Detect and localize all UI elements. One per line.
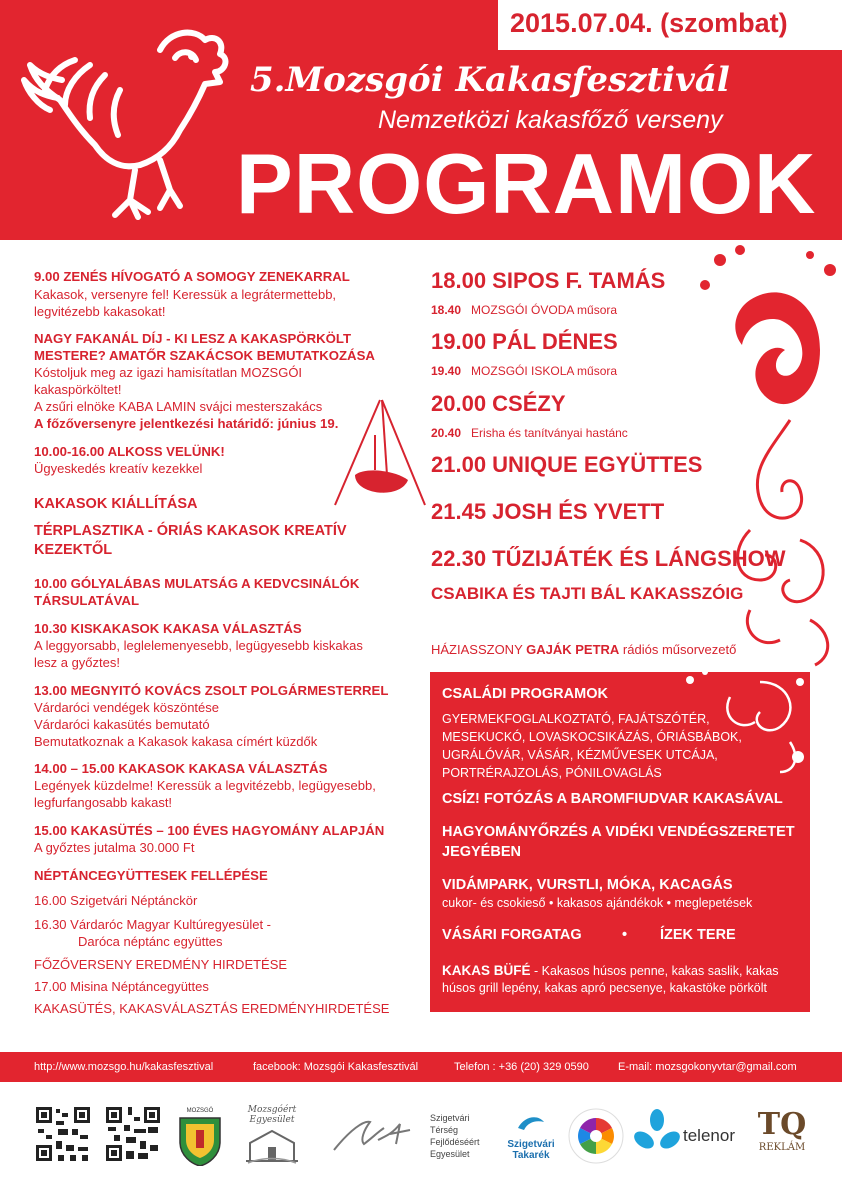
website-link[interactable]: http://www.mozsgo.hu/kakasfesztival bbox=[34, 1061, 214, 1073]
family-section-title: CSALÁDI PROGRAMOK bbox=[442, 686, 608, 702]
program-title: TÁRSULATÁVAL bbox=[34, 593, 139, 608]
family-item-title: HAGYOMÁNYŐRZÉS A VIDÉKI VENDÉGSZERETET bbox=[442, 824, 795, 840]
family-item-title: ÍZEK TERE bbox=[660, 927, 736, 943]
family-item: GYERMEKFOGLALKOZTATÓ, FAJÁTSZÓTÉR, bbox=[442, 712, 710, 726]
qr-code-icon bbox=[104, 1105, 162, 1163]
cauldron-illustration bbox=[330, 395, 440, 515]
library-color-wheel-icon bbox=[568, 1108, 624, 1164]
facebook-link[interactable]: facebook: Mozsgói Kakasfesztivál bbox=[253, 1061, 419, 1073]
program-desc: Ügyeskedés kreatív kezekkel bbox=[34, 461, 203, 476]
family-item: KAKAS BÜFÉ - Kakasos húsos penne, kakas saslik, kakas bbox=[442, 963, 779, 978]
family-item-title: JEGYÉBEN bbox=[442, 844, 521, 860]
rooster-illustration bbox=[20, 20, 235, 230]
evening-program: 20.00 CSÉZY bbox=[431, 391, 566, 416]
program-desc: 16.30 Várdaróc Magyar Kultúregyesület - bbox=[34, 917, 272, 932]
program-title: 14.00 – 15.00 KAKASOK KAKASA VÁLASZTÁS bbox=[34, 761, 328, 776]
program-title: 10.30 KISKAKASOK KAKASA VÁLASZTÁS bbox=[34, 621, 302, 636]
evening-program: 19.00 PÁL DÉNES bbox=[431, 329, 618, 354]
program-title: NAGY FAKANÁL DÍJ - KI LESZ A KAKASPÖRKÖLT bbox=[34, 331, 351, 346]
email-link[interactable]: E-mail: mozsgokonyvtar@gmail.com bbox=[618, 1061, 797, 1073]
telenor-logo-text: telenor bbox=[683, 1126, 735, 1145]
family-item-title: VÁSÁRI FORGATAG bbox=[442, 927, 582, 943]
separator-bullet: • bbox=[622, 927, 628, 943]
program-desc: Várdaróci kakasütés bemutató bbox=[34, 717, 210, 732]
program-title: KEZEKTŐL bbox=[34, 542, 113, 558]
szigetvari-terseg-text: Szigetvári Térség Fejlődéséért Egyesület bbox=[430, 1113, 480, 1159]
coat-of-arms-icon bbox=[178, 1114, 222, 1166]
program-desc: lesz a győztes! bbox=[34, 655, 120, 670]
program-title: 15.00 KAKASÜTÉS – 100 ÉVES HAGYOMÁNY ALAPJÁN bbox=[34, 823, 385, 838]
mozsgoert-egyesulet-logo: Mozsgóért Egyesület bbox=[232, 1105, 312, 1170]
program-title: 9.00 ZENÉS HÍVOGATÓ A SOMOGY ZENEKARRAL bbox=[34, 269, 350, 284]
evening-program: 22.30 TŰZIJÁTÉK ÉS LÁNGSHOW bbox=[431, 546, 786, 571]
evening-program: 21.45 JOSH ÉS YVETT bbox=[431, 499, 665, 524]
program-desc: KAKASÜTÉS, KAKASVÁLASZTÁS EREDMÉNYHIRDETÉSE bbox=[34, 1001, 390, 1016]
program-desc: FŐZŐVERSENY EREDMÉNY HIRDETÉSE bbox=[34, 957, 288, 972]
mozsgo-coat-of-arms: MOZSGÓ bbox=[176, 1108, 224, 1171]
programs-title: PROGRAMOK bbox=[236, 137, 817, 232]
family-item-title: VIDÁMPARK, VURSTLI, MÓKA, KACAGÁS bbox=[442, 877, 733, 893]
program-title: KAKASOK KIÁLLÍTÁSA bbox=[34, 496, 198, 512]
program-desc: Kakasok, versenyre fel! Keressük a legrátermettebb, bbox=[34, 287, 337, 302]
program-desc: Várdaróci vendégek köszöntése bbox=[34, 700, 220, 715]
program-desc: A leggyorsabb, leglelemenyesebb, legügyesebb kiskakas bbox=[34, 638, 363, 653]
program-desc: Legények küzdelme! Keressük a legvitézebb, legügyesebb, bbox=[34, 778, 376, 793]
program-desc: Bemutatkoznak a Kakasok kakasa címért küzdők bbox=[34, 734, 318, 749]
family-item-title: CSÍZ! FOTÓZÁS A BAROMFIUDVAR KAKASÁVAL bbox=[442, 791, 783, 807]
phone-number: Telefon : +36 (20) 329 0590 bbox=[454, 1061, 589, 1073]
qr-code-icon bbox=[34, 1105, 92, 1163]
program-title: 13.00 MEGNYITÓ KOVÁCS ZSOLT POLGÁRMESTERREL bbox=[34, 683, 389, 698]
program-title: TÉRPLASZTIKA - ÓRIÁS KAKASOK KREATÍV bbox=[34, 523, 347, 539]
program-desc: Kóstoljuk meg az igazi hamisítatlan MOZSGÓI bbox=[34, 365, 303, 380]
program-desc: A zsűri elnöke KABA LAMIN svájci mesterszakács bbox=[34, 399, 323, 414]
festival-title: 5.Mozsgói Kakasfesztivál bbox=[250, 60, 730, 100]
szigetvari-takarek-logo: Szigetvári Takarék bbox=[500, 1112, 562, 1161]
folk-ornament-decoration bbox=[690, 240, 842, 680]
family-item: UGRÁLÓVÁR, VÁSÁR, KÉZMŰVESEK UTCÁJA, bbox=[442, 748, 718, 762]
signature-logo bbox=[330, 1110, 416, 1160]
program-desc: 17.00 Misina Néptáncegyüttes bbox=[34, 979, 209, 994]
wave-icon bbox=[516, 1112, 546, 1134]
building-icon bbox=[242, 1125, 302, 1165]
evening-sub-program: 20.40 Erisha és tanítványai hastánc bbox=[431, 426, 628, 440]
family-item: PORTRÉRAJZOLÁS, PÓNILOVAGLÁS bbox=[442, 766, 662, 780]
program-desc: kakaspörköltet! bbox=[34, 382, 122, 397]
family-item: cukor- és csokieső • kakasos ajándékok • meglepetések bbox=[442, 896, 753, 910]
telenor-propeller-icon bbox=[632, 1108, 682, 1158]
program-title: 10.00-16.00 ALKOSS VELÜNK! bbox=[34, 444, 225, 459]
family-item: MESEKUCKÓ, LOVASKOCSIKÁZÁS, ÓRIÁSBÁBOK, bbox=[442, 730, 742, 744]
program-title: 10.00 GÓLYALÁBAS MULATSÁG A KEDVCSINÁLÓK bbox=[34, 576, 360, 591]
evening-sub-program: 18.40 MOZSGÓI ÓVODA műsora bbox=[431, 303, 618, 317]
family-item: húsos grill lepény, kakas apró pecsenye, kakastöke pörkölt bbox=[442, 981, 767, 995]
event-date: 2015.07.04. (szombat) bbox=[510, 8, 788, 38]
evening-sub-program: 19.40 MOZSGÓI ISKOLA műsora bbox=[431, 364, 618, 378]
program-title: NÉPTÁNCEGYÜTTESEK FELLÉPÉSE bbox=[34, 868, 268, 883]
program-desc: legfurfangosabb kakast! bbox=[34, 795, 173, 810]
festival-subtitle: Nemzetközi kakasfőző verseny bbox=[378, 106, 723, 134]
evening-program: 21.00 UNIQUE EGYÜTTES bbox=[431, 452, 703, 477]
evening-program: 18.00 SIPOS F. TAMÁS bbox=[431, 268, 666, 293]
host-info: HÁZIASSZONY GAJÁK PETRA rádiós műsorvezető bbox=[431, 642, 737, 657]
program-title: MESTERE? AMATŐR SZAKÁCSOK BEMUTATKOZÁSA bbox=[34, 348, 375, 363]
program-desc: legvitézebb kakasokat! bbox=[34, 304, 166, 319]
program-desc: Daróca néptánc együttes bbox=[78, 934, 223, 949]
evening-program: CSABIKA ÉS TAJTI BÁL KAKASSZÓIG bbox=[431, 584, 744, 603]
program-desc: 16.00 Szigetvári Néptánckör bbox=[34, 893, 198, 908]
program-deadline: A főzőversenyre jelentkezési határidő: június 19. bbox=[34, 416, 339, 431]
program-desc: A győztes jutalma 30.000 Ft bbox=[34, 840, 195, 855]
tq-reklam-logo: TQ REKLÁM bbox=[757, 1107, 807, 1153]
